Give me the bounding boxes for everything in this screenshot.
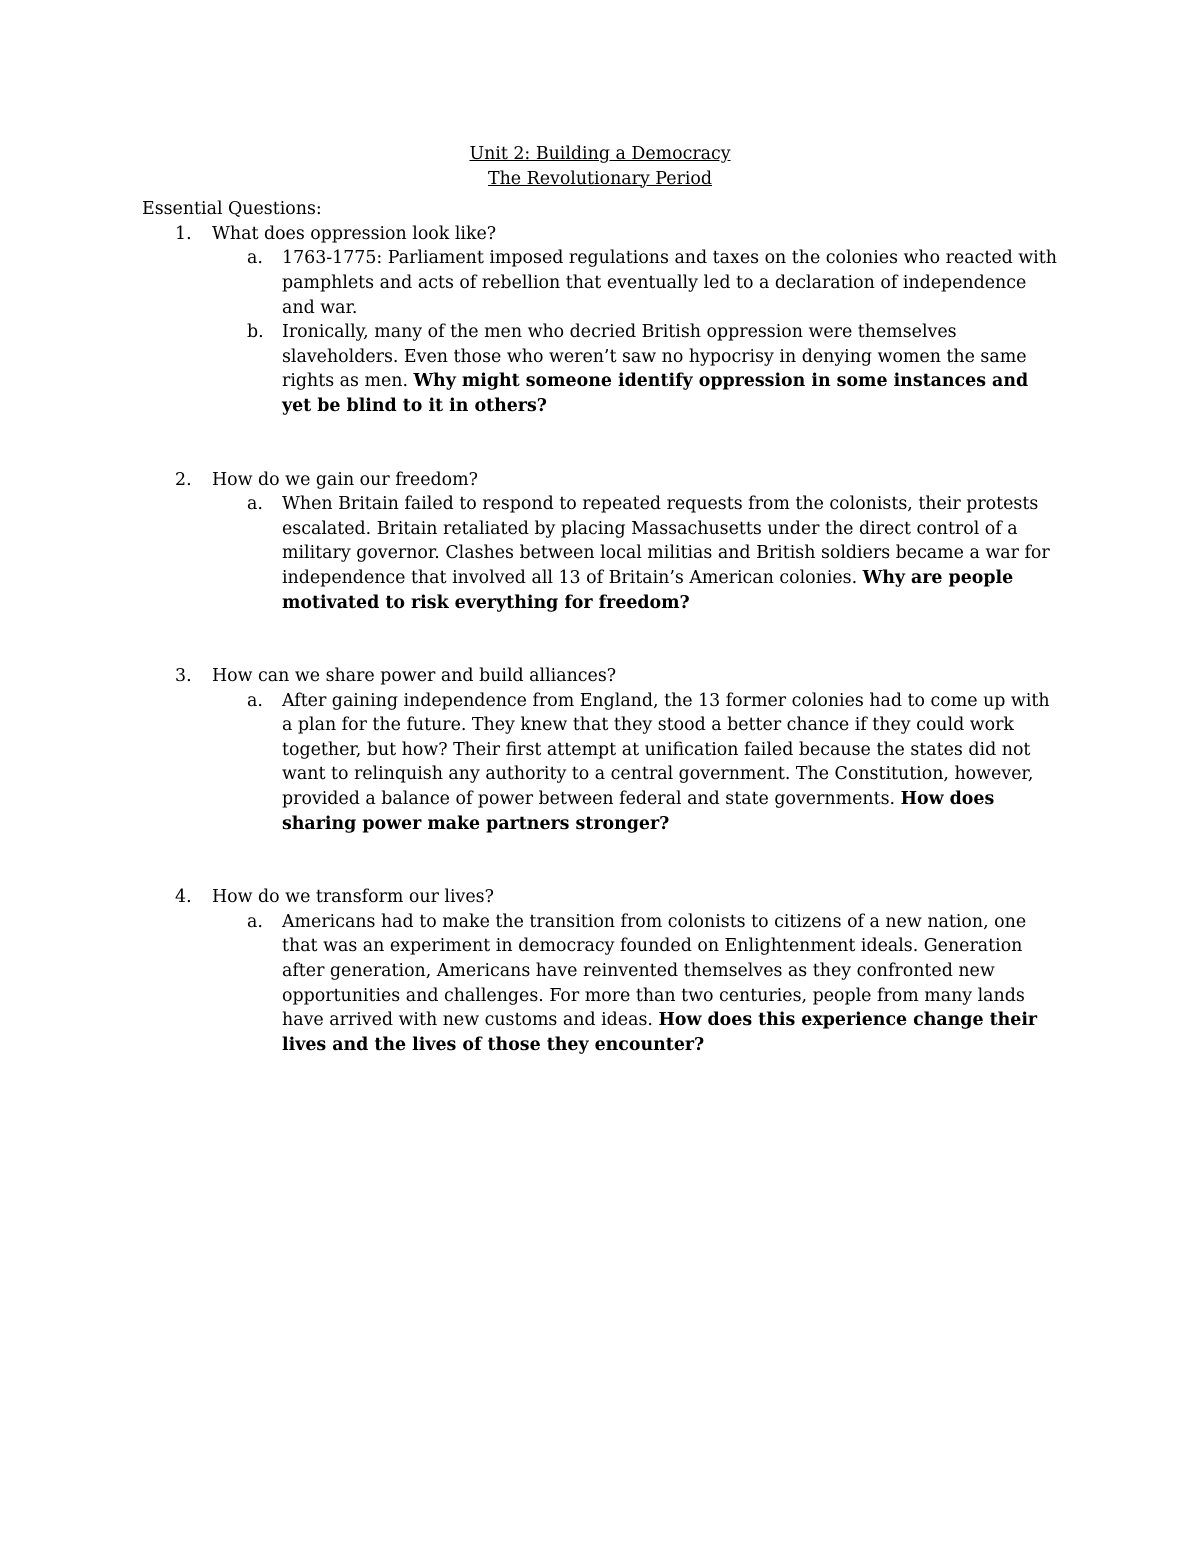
question-number: 3.	[175, 666, 192, 687]
detail-question-bold: Why are people motivated to risk everything for freedom?	[282, 567, 1014, 613]
question-details	[212, 910, 1058, 1058]
question-item	[142, 222, 1058, 419]
question-text: What does oppression look like?	[212, 223, 497, 244]
detail-question-bold: How does this experience change their lives and the lives of those they encounter?	[282, 1010, 1038, 1055]
detail-question-bold: How does sharing power make partners stronger?	[282, 789, 995, 834]
question-item	[142, 664, 1058, 836]
detail-text: After gaining independence from England, the 13 former colonies had to come up with a plan for the future. They knew that they stood a better chance if they could work together, but how? Their first attempt at unification failed because the states did not want to relinquish any authority to a central government. The Constitution, however, provided a balance of power between federal and state governments.	[282, 690, 1050, 810]
detail-text: 1763-1775: Parliament imposed regulations and taxes on the colonies who reacted with pamphlets and acts of rebellion that eventually led to a declaration of independence and war.	[282, 248, 1057, 318]
detail-text: Ironically, many of the men who decried British oppression were themselves slaveholders. Even those who weren’t saw no hypocrisy in denying women the same rights as men.	[282, 322, 1027, 392]
detail-letter: b.	[247, 322, 264, 343]
detail-letter: a.	[247, 494, 263, 515]
question-text: How can we share power and build alliances?	[212, 666, 617, 687]
detail-item	[212, 492, 1058, 615]
detail-question-bold: Why might someone identify oppression in some instances and yet be blind to it in others?	[282, 371, 1029, 416]
unit-title: Unit 2: Building a Democracy	[469, 144, 731, 164]
essential-questions-heading: Essential Questions:	[142, 199, 322, 220]
detail-item	[212, 689, 1058, 837]
detail-item	[212, 246, 1058, 320]
question-text: How do we transform our lives?	[212, 887, 494, 908]
question-number: 1.	[175, 223, 192, 244]
essential-questions-list	[142, 222, 1058, 1058]
question-item	[142, 885, 1058, 1057]
detail-item	[212, 320, 1058, 418]
detail-text: When Britain failed to respond to repeated requests from the colonists, their protests escalated. Britain retaliated by placing Massachusetts under the direct control of a military governor. Clashes between local militias and British soldiers became a war for independence that involved all 13 of Britain’s American colonies.	[282, 494, 1050, 588]
question-text: How do we gain our freedom?	[212, 469, 478, 490]
detail-item	[212, 910, 1058, 1058]
detail-letter: a.	[247, 911, 263, 932]
detail-letter: a.	[247, 248, 263, 269]
question-number: 4.	[175, 887, 192, 908]
detail-text: Americans had to make the transition from colonists to citizens of a new nation, one that was an experiment in democracy founded on Enlightenment ideals. Generation after generation, Americans have reinvented themselves as they confronted new opportunities and challenges. For more than two centuries, people from many lands have arrived with new customs and ideas.	[282, 911, 1027, 1031]
detail-letter: a.	[247, 690, 263, 711]
question-details	[212, 246, 1058, 418]
document-body	[142, 142, 1058, 1057]
unit-subtitle: The Revolutionary Period	[487, 168, 712, 189]
question-details	[212, 689, 1058, 837]
question-details	[212, 492, 1058, 615]
question-number: 2.	[175, 469, 192, 490]
question-item	[142, 468, 1058, 616]
